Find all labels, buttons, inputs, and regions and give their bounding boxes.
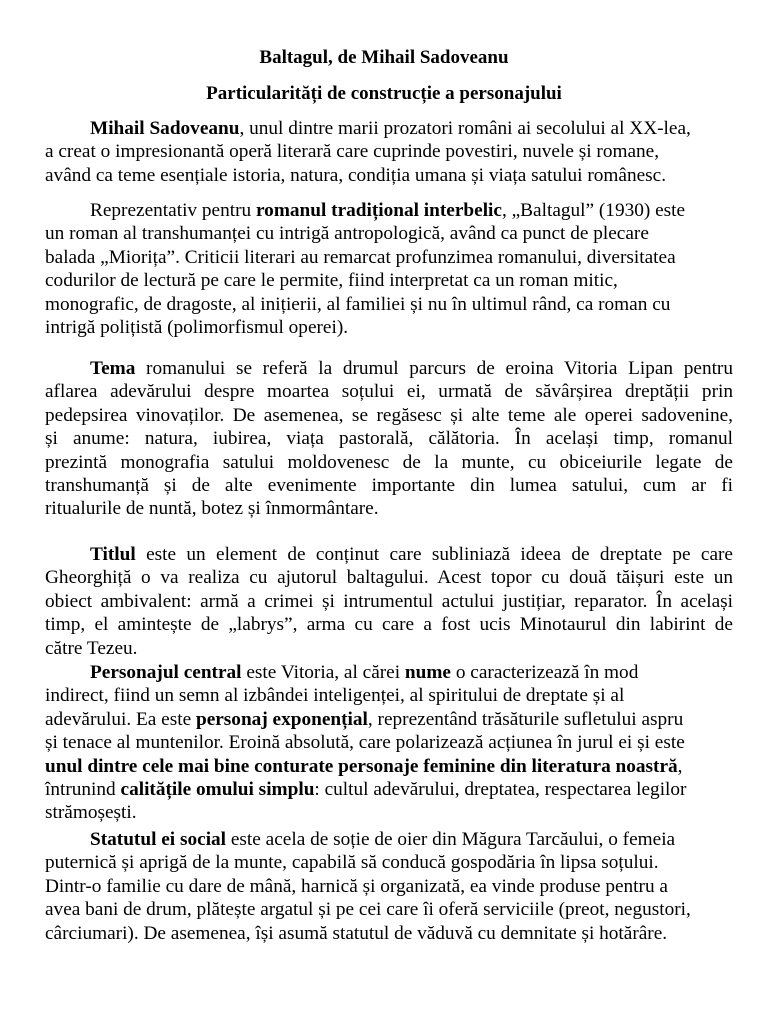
text-line <box>45 357 733 380</box>
text-run: pedepsirea vinovaților. De asemenea, se regăsesc și alte teme ale operei sadovenine, <box>45 404 733 426</box>
document-title: Baltagul, de Mihail Sadoveanu <box>259 47 509 68</box>
bold-phrase: nume <box>404 662 451 683</box>
text-run: : cultul adevărului, dreptatea, respectarea legilor <box>314 779 687 801</box>
text-line <box>45 269 733 292</box>
text-run: prezintă monografia satului moldovenesc de la munte, cu obiceiurile legate de <box>45 451 733 473</box>
text-line <box>45 684 733 707</box>
text-run: indirect, fiind un semn al izbândei inteligenței, al spiritului de dreptate și al <box>45 685 625 707</box>
text-line <box>45 543 733 566</box>
text-run: , „Baltagul” (1930) este <box>501 200 686 221</box>
paragraph-intro <box>45 117 733 187</box>
text-line <box>45 755 733 778</box>
text-line <box>45 661 733 684</box>
text-run: romanului se referă la drumul parcurs de eroina Vitoria Lipan pentru <box>135 358 733 379</box>
bold-phrase: unul dintre cele mai bine conturate personaje feminine din literatura noastră <box>45 755 678 777</box>
text-run: a creat o impresionantă operă literară care cuprinde povestiri, nuvele și romane, <box>45 141 660 163</box>
text-run: obiect ambivalent: armă a crimei și intrumentul actului justițiar, reparator. În același <box>45 590 733 612</box>
text-line <box>45 497 733 520</box>
paragraph-context <box>45 199 733 339</box>
text-line <box>45 590 733 613</box>
text-run: Reprezentativ pentru <box>90 200 256 221</box>
text-run: , reprezentând trăsăturile sufletului aspru <box>367 708 684 730</box>
text-line <box>45 474 733 497</box>
text-run: strămoșești. <box>45 802 137 824</box>
text-line <box>45 613 733 636</box>
text-line <box>45 380 733 403</box>
bold-phrase: personaj exponențial <box>195 708 368 730</box>
text-run: este acela de soție de oier din Măgura Tarcăului, o femeia <box>226 829 676 850</box>
text-line <box>45 566 733 589</box>
text-line <box>45 637 733 660</box>
text-run: este un element de conținut care subliniază ideea de dreptate pe care <box>135 544 733 565</box>
text-line <box>45 731 733 754</box>
bold-phrase: Tema <box>90 358 136 379</box>
text-run: întrunind <box>45 779 121 801</box>
document-subtitle: Particularități de construcție a personajului <box>206 83 562 104</box>
text-run: avea bani de drum, plătește argatul și pe cei care îi oferă serviciile (preot, negustori, <box>45 899 691 921</box>
text-line <box>45 708 733 731</box>
text-run: balada „Miorița”. Criticii literari au remarcat profunzimea romanului, diversitatea <box>45 246 676 268</box>
bold-phrase: Titlul <box>90 544 136 565</box>
text-line <box>45 293 733 316</box>
bold-phrase: romanul tradițional interbelic <box>255 200 502 221</box>
text-run: , <box>677 755 683 777</box>
text-run: cârciumari). De asemenea, își asumă statutul de văduvă cu demnitate și hotărâre. <box>45 922 668 944</box>
text-run: transhumanță și de alte evenimente importante din lumea satului, cum ar fi <box>45 474 733 496</box>
text-line <box>45 199 733 222</box>
text-line <box>45 828 733 851</box>
text-run: Gheorghiță o va realiza cu ajutorul baltagului. Acest topor cu două tăișuri este un <box>45 567 733 589</box>
paragraph-title-meaning <box>45 543 733 660</box>
text-run: o caracterizează în mod <box>451 662 639 683</box>
text-run: și tenace al muntenilor. Eroină absolută, care polarizează acțiunea în jurul ei și este <box>45 732 685 754</box>
bold-phrase: calitățile omului simplu <box>120 779 315 801</box>
text-line <box>45 316 733 339</box>
bold-phrase: Personajul central <box>90 662 242 683</box>
paragraph-theme <box>45 357 733 521</box>
text-run: adevărului. Ea este <box>45 708 196 730</box>
text-run: un roman al transhumanței cu intrigă antropologică, având ca punct de plecare <box>45 223 649 245</box>
text-line <box>45 246 733 269</box>
text-line <box>45 427 733 450</box>
text-run: intrigă polițistă (polimorfismul operei). <box>45 317 349 339</box>
text-run: monografic, de dragoste, al inițierii, al familiei și nu în ultimul rând, ca roman cu <box>45 293 671 315</box>
text-line <box>45 117 733 140</box>
text-line <box>45 851 733 874</box>
text-run: Dintr-o familie cu dare de mână, harnică și organizată, ea vinde produse pentru a <box>45 875 668 897</box>
paragraph-central-character <box>45 661 733 825</box>
bold-phrase: Mihail Sadoveanu <box>90 118 240 139</box>
text-run: timp, el amintește de „labrys”, arma cu care a fost ucis Minotaurul din labirint de <box>45 614 733 636</box>
text-line <box>45 922 733 945</box>
text-line <box>45 801 733 824</box>
text-line <box>45 898 733 921</box>
text-run: aflarea adevărului despre moartea soțului ei, urmată de săvârșirea dreptății prin <box>45 381 733 403</box>
text-line <box>45 404 733 427</box>
text-run: având ca teme esențiale istoria, natura, condiția umana și viața satului românesc. <box>45 164 667 186</box>
text-run: este Vitoria, al cărei <box>241 662 405 683</box>
text-run: ritualurile de nuntă, botez și înmormântare. <box>45 498 379 520</box>
text-run: și anume: natura, iubirea, viața pastorală, călătoria. În același timp, romanul <box>45 428 733 450</box>
text-line <box>45 778 733 801</box>
paragraph-social-status <box>45 828 733 945</box>
text-run: către Tezeu. <box>45 637 138 659</box>
text-run: , unul dintre marii prozatori români ai secolului al XX-lea, <box>239 118 691 139</box>
text-line <box>45 164 733 187</box>
text-line <box>45 451 733 474</box>
text-run: codurilor de lectură pe care le permite, fiind interpretat ca un roman mitic, <box>45 270 618 292</box>
text-run: puternică și aprigă de la munte, capabilă să conducă gospodăria în lipsa soțului. <box>45 852 659 874</box>
text-line <box>45 222 733 245</box>
bold-phrase: Statutul ei social <box>90 829 227 850</box>
text-line <box>45 875 733 898</box>
text-line <box>45 140 733 163</box>
